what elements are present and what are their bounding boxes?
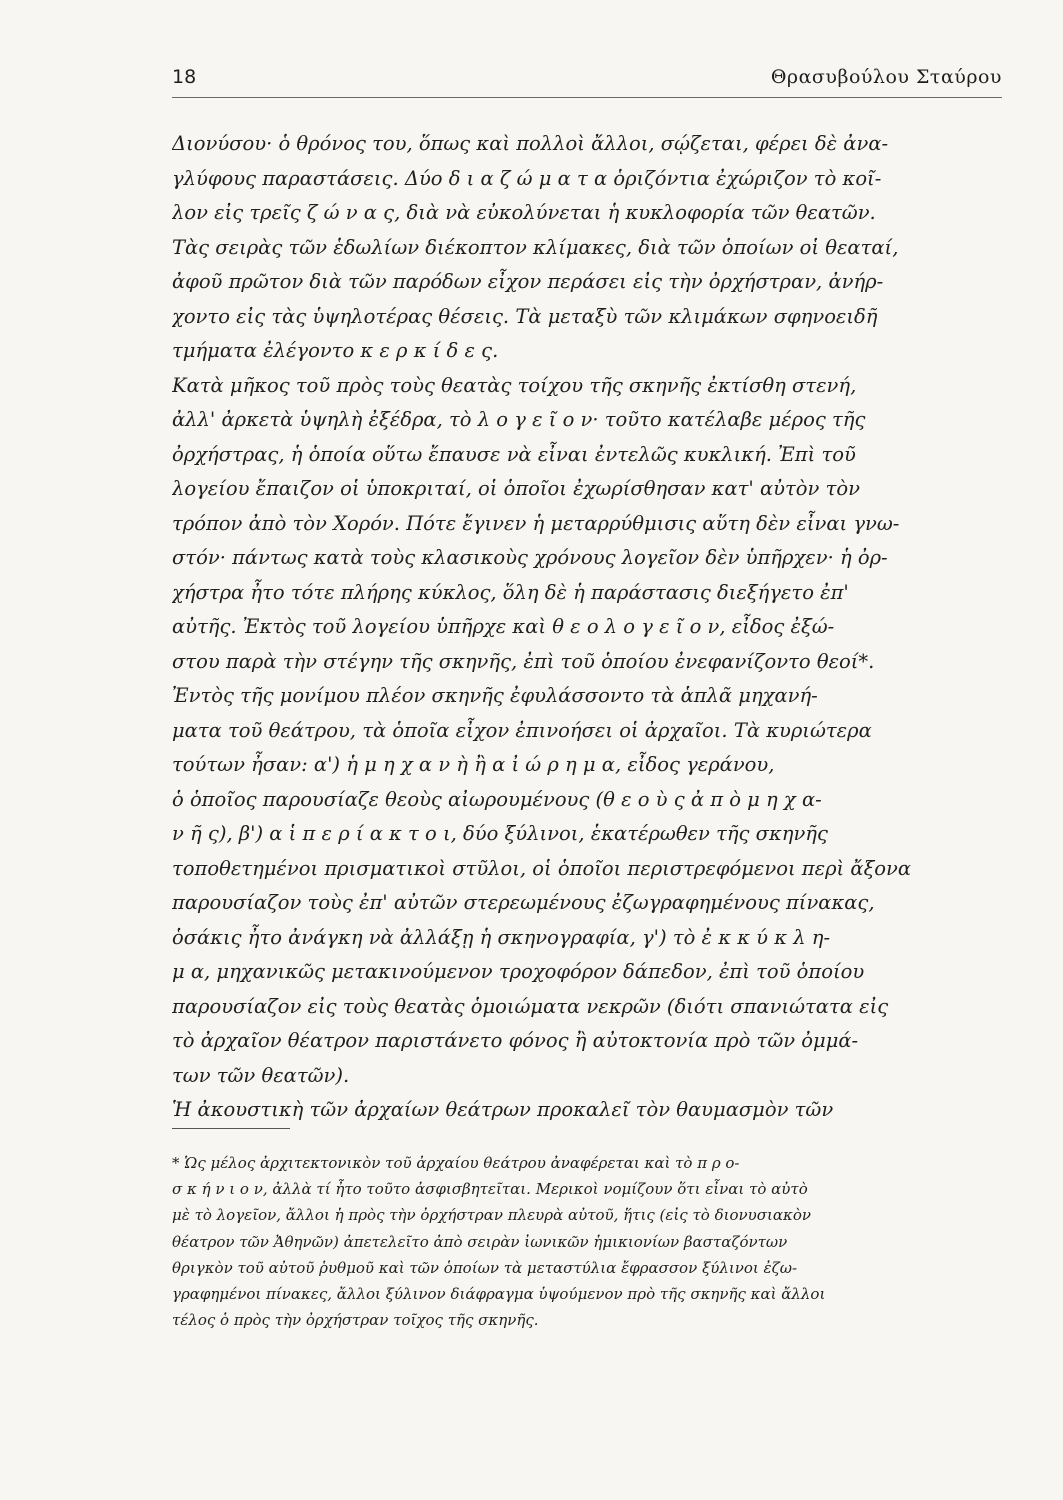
body-line: ν ῆ ς), β') α ἱ π ε ρ ί α κ τ ο ι, δύο ξύλινοι, ἑκατέρωθεν τῆς σκηνῆς — [172, 822, 828, 845]
body-line: ὀρχήστρας, ἡ ὁποία οὕτω ἔπαυσε νὰ εἶναι ἐντελῶς κυκλική. Ἐπὶ τοῦ — [172, 442, 856, 466]
body-line: Ἐντὸς τῆς μονίμου πλέον σκηνῆς ἐφυλάσσοντο τὰ ἁπλᾶ μηχανή- — [172, 684, 818, 707]
body-line: τρόπον ἀπὸ τὸν Χορόν. Πότε ἔγινεν ἡ μεταρρύθμισις αὕτη δὲν εἶναι γνω- — [172, 511, 900, 535]
body-line: στου παρὰ τὴν στέγην τῆς σκηνῆς, ἐπὶ τοῦ ὁποίου ἐνεφανίζοντο θεοί*. — [172, 649, 875, 673]
body-line: ὁ ὁποῖος παρουσίαζε θεοὺς αἰωρουμένους (θ ε ο ὺ ς ἀ π ὸ μ η χ α- — [172, 787, 822, 811]
body-line: ἀλλ' ἀρκετὰ ὑψηλὴ ἐξέδρα, τὸ λ ο γ ε ῖ ο ν· τοῦτο κατέλαβε μέρος τῆς — [172, 408, 866, 431]
body-line: ὁσάκις ἦτο ἀνάγκη νὰ ἀλλάξῃ ἡ σκηνογραφία, γ') τὸ ἐ κ κ ύ κ λ η- — [172, 925, 831, 949]
header-rule — [172, 97, 1002, 98]
footnote-line: θριγκὸν τοῦ αὐτοῦ ῥυθμοῦ καὶ τῶν ὁποίων τὰ μεταστύλια ἔφρασσον ξύλινοι ἐζω- — [172, 1258, 798, 1277]
body-line: λογείου ἔπαιζον οἱ ὑποκριταί, οἱ ὁποῖοι ἐχωρίσθησαν κατ' αὐτὸν τὸν — [172, 477, 860, 500]
body-line: γλύφους παραστάσεις. Δύο δ ι α ζ ώ μ α τ α ὁριζόντια ἐχώριζον τὸ κοῖ- — [172, 166, 882, 190]
body-line: λον εἰς τρεῖς ζ ώ ν α ς, διὰ νὰ εὐκολύνεται ἡ κυκλοφορία τῶν θεατῶν. — [172, 201, 876, 224]
footnote-line: μὲ τὸ λογεῖον, ἄλλοι ἡ πρὸς τὴν ὀρχήστραν πλευρὰ αὐτοῦ, ἥτις (εἰς τὸ διονυσιακὸν — [172, 1206, 811, 1225]
body-line: Διονύσου· ὁ θρόνος του, ὅπως καὶ πολλοὶ ἄλλοι, σῴζεται, φέρει δὲ ἀνα- — [172, 132, 889, 155]
body-line: Τὰς σειρὰς τῶν ἑδωλίων διέκοπτον κλίμακες, διὰ τῶν ὁποίων οἱ θεαταί, — [172, 235, 899, 259]
body-line: των τῶν θεατῶν). — [172, 1063, 350, 1087]
page-header — [172, 66, 1002, 100]
page-number: 18 — [172, 66, 197, 88]
body-line: χοντο εἰς τὰς ὑψηλοτέρας θέσεις. Τὰ μεταξὺ τῶν κλιμάκων σφηνοειδῆ — [172, 304, 878, 328]
footnote-line: * Ὡς μέλος ἀρχιτεκτονικὸν τοῦ ἀρχαίου θεάτρου ἀναφέρεται καὶ τὸ π ρ ο- — [172, 1154, 740, 1172]
body-line: Ἡ ἀκουστικὴ τῶν ἀρχαίων θεάτρων προκαλεῖ τὸν θαυμασμὸν τῶν — [172, 1098, 834, 1121]
body-line: τὸ ἀρχαῖον θέατρον παριστάνετο φόνος ἢ αὐτοκτονία πρὸ τῶν ὀμμά- — [172, 1029, 859, 1052]
running-head: Θρασυβούλου Σταύρου — [770, 66, 1002, 88]
footnote-block — [172, 1150, 1002, 1333]
body-line: τμήματα ἐλέγοντο κ ε ρ κ ί δ ε ς. — [172, 339, 499, 362]
body-text — [172, 127, 1002, 1128]
body-line: χήστρα ἦτο τότε πλήρης κύκλος, ὅλη δὲ ἡ παράστασις διεξήγετο ἐπ' — [172, 580, 849, 604]
footnote-line: γραφημένοι πίνακες, ἄλλοι ξύλινον διάφραγμα ὑψούμενον πρὸ τῆς σκηνῆς καὶ ἄλλοι — [172, 1284, 826, 1303]
body-line: τούτων ἦσαν: α') ἡ μ η χ α ν ὴ ἢ α ἰ ώ ρ η μ α, εἶδος γεράνου, — [172, 753, 775, 776]
footnote-line: θέατρον τῶν Ἀθηνῶν) ἀπετελεῖτο ἀπὸ σειρὰν ἰωνικῶν ἡμικιονίων βασταζόντων — [172, 1232, 788, 1251]
body-line: μ α, μηχανικῶς μετακινούμενον τροχοφόρον δάπεδον, ἐπὶ τοῦ ὁποίου — [172, 960, 865, 983]
body-line: Κατὰ μῆκος τοῦ πρὸς τοὺς θεατὰς τοίχου τῆς σκηνῆς ἐκτίσθη στενή, — [172, 373, 857, 397]
footnote-line: σ κ ή ν ι ο ν, ἀλλὰ τί ἦτο τοῦτο ἀσφισβητεῖται. Μερικοὶ νομίζουν ὅτι εἶναι τὸ αὐτὸ — [172, 1180, 808, 1199]
body-line: τοποθετημένοι πρισματικοὶ στῦλοι, οἱ ὁποῖοι περιστρεφόμενοι περὶ ἄξονα — [172, 856, 912, 880]
body-line: παρουσίαζον τοὺς ἐπ' αὐτῶν στερεωμένους ἐζωγραφημένους πίνακας, — [172, 891, 875, 914]
body-line: ματα τοῦ θεάτρου, τὰ ὁποῖα εἶχον ἐπινοήσει οἱ ἀρχαῖοι. Τὰ κυριώτερα — [172, 718, 872, 742]
body-line: παρουσίαζον εἰς τοὺς θεατὰς ὁμοιώματα νεκρῶν (διότι σπανιώτατα εἰς — [172, 994, 889, 1018]
footnote-rule — [172, 1128, 290, 1129]
footnote-line: τέλος ὁ πρὸς τὴν ὀρχήστραν τοῖχος τῆς σκηνῆς. — [172, 1311, 539, 1330]
body-line: ἀφοῦ πρῶτον διὰ τῶν παρόδων εἶχον περάσει εἰς τὴν ὀρχήστραν, ἀνήρ- — [172, 270, 884, 293]
body-line: αὐτῆς. Ἐκτὸς τοῦ λογείου ὑπῆρχε καὶ θ ε ο λ ο γ ε ῖ ο ν, εἶδος ἐξώ- — [172, 615, 835, 638]
body-line: στόν· πάντως κατὰ τοὺς κλασικοὺς χρόνους λογεῖον δὲν ὑπῆρχεν· ἡ ὀρ- — [172, 546, 888, 569]
